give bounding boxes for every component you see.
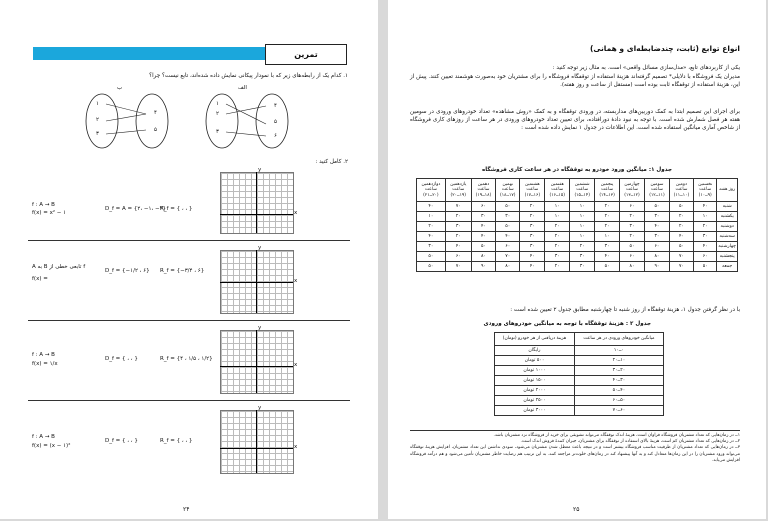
table-2-row [495, 376, 664, 386]
row-1-func-line-2: f(x) = x² − ۱ [32, 210, 67, 216]
diagram-b-left-3: ۳ [96, 131, 99, 137]
grid-3-x-label: x [294, 362, 298, 368]
table-2-cell: ۰ــ۱۰ [574, 346, 663, 356]
table-1-cell: ۸۰ [471, 252, 495, 262]
right-page [388, 0, 766, 519]
table-1-row [417, 242, 738, 252]
table-1-cell: ۵۰ [619, 242, 644, 252]
table-1-cell: ۸۰ [645, 252, 670, 262]
table-1-cell: ۲۰ [595, 202, 620, 212]
table-2-cell: ۲۵۰۰ تومان [495, 396, 575, 406]
paragraph-4: با در نظر گرفتن جدول ۱، هزینهٔ توقفگاه از روز شنبه تا چهارشنبه مطابق جدول ۲ تعیین شده است : [510, 307, 740, 313]
table-1-row [417, 252, 738, 262]
table-2-row [495, 406, 664, 416]
diagram-a-left-2: ۲ [216, 111, 219, 117]
table-1-cell: ۵۰ [417, 262, 446, 272]
table-1-header-cell: پنجمین ساعت (۱۳ــ۱۴) [595, 179, 620, 202]
table-2-cell: ۴۰ــ۵۰ [574, 386, 663, 396]
table-1-cell: ۲۰ [619, 212, 644, 222]
table-2-cell: ۲۰ــ۳۰ [574, 366, 663, 376]
table-2-caption: جدول ۲ : هزینهٔ توقفگاه با توجه به میانگین خودروهای ورودی [483, 321, 651, 327]
grid-2-y-label: y [258, 245, 262, 251]
table-1-row [417, 222, 738, 232]
table-1-cell: ۵۰ [417, 252, 446, 262]
grid-1-y-label: y [258, 167, 262, 173]
table-1-cell: ۵۰ [595, 262, 620, 272]
table-2-cell: ۶۰ــ۷۰ [574, 406, 663, 416]
table-1-cell: ۷۰ [445, 202, 471, 212]
table-2-row [495, 396, 664, 406]
table-2-header-cell: هزینهٔ دریافتی از هر خودرو (تومان) [495, 333, 575, 346]
row-4-func-line-2: f(x) = (x − ۱)² [32, 443, 71, 449]
table-1-cell: ۶۰ [694, 252, 717, 262]
table-1-header-cell: چهارمین ساعت (۱۲ــ۱۳) [619, 179, 644, 202]
paragraph-3: برای اجرای این تصمیم ابتدا به کمک دوربین‌های مداربسته، در ورودی توقفگاه و به کمک «روش مشاهده» تعداد خودروهای ورودی در سومین هفته هر فصل شمارش شده است. با توجه به نبود دادهٔ دورافتاده، برای تعیین تعداد خودروهای ورودی در هر ساعت از روزهای کاری فروشگاه از شاخص آماری میانگین استفاده شده است. این اطلاعات در جدول ۱ نمایش داده شده است : [410, 109, 740, 132]
table-1-cell: ۳۰ [545, 252, 570, 262]
table-1-cell: ۴۰ [417, 232, 446, 242]
row-1-func-line-1: f : A → B [32, 202, 55, 208]
page-title: تمرین [265, 44, 347, 65]
table-1-cell: ۲۰ [520, 202, 545, 212]
table-1-cell: ۵۰ [496, 202, 520, 212]
table-1-cell: ۴۰ [496, 232, 520, 242]
table-1-cell: ۲۰ [669, 212, 693, 222]
diagram-a-left-1: ۱ [216, 101, 219, 107]
row-4-func-line-1: f : A → B [32, 434, 55, 440]
table-1-cell: ۱۰ [570, 232, 595, 242]
table-1-caption: جدول ۱: میانگین ورود خودرو به توقفگاه در هر ساعت کاری فروشگاه [481, 167, 673, 173]
table-1-cell: ۸۰ [496, 262, 520, 272]
grid-4[interactable] [220, 410, 294, 474]
table-1-header-cell: دهمین ساعت (۱۸ــ۱۹) [471, 179, 495, 202]
table-1-cell: ۴۰ [595, 252, 620, 262]
table-1-cell: ۱۰ [694, 212, 717, 222]
diagram-b-label: ب [117, 85, 123, 91]
table-2-header-cell: میانگین خودروهای ورودی در هر ساعت [574, 333, 663, 346]
paragraph-1: یکی از کاربردهای تابع، «مدل‌سازی مسائل واقعی» است. به مثال زیر توجه کنید : [552, 65, 740, 71]
left-page [0, 0, 378, 519]
table-1-cell: ۳۰ [520, 232, 545, 242]
table-1-row [417, 232, 738, 242]
table-1-cell: ۴۰ [694, 242, 717, 252]
table-1-cell: ۲۰ [545, 262, 570, 272]
table-1-cell: ۵۰ [694, 262, 717, 272]
table-1-cell: یکشنبه [717, 212, 738, 222]
table-1-header-cell: سومین ساعت (۱۱ــ۱۲) [645, 179, 670, 202]
row-3-func-line-1: f : A → B [32, 352, 55, 358]
table-2-row [495, 356, 664, 366]
table-1-cell: ۲۰ [545, 222, 570, 232]
table-1-cell: ۲۰ [669, 222, 693, 232]
row-2-func-line-2: f(x) = [32, 276, 48, 282]
diagram-b-right-2: ۵ [154, 127, 157, 133]
table-1-cell: ۷۰ [669, 252, 693, 262]
table-1-cell: ۲۰ [417, 222, 446, 232]
table-1-header-cell: هفتمین ساعت (۱۵ــ۱۶) [545, 179, 570, 202]
table-1-cell: ۱۰ [545, 202, 570, 212]
row-1-domain: D_f = A = {۲، −۱، −۲} [105, 206, 167, 212]
table-1-cell: ۱۰ [570, 202, 595, 212]
row-2-func-line-1: f تابعی خطی از B به A [32, 264, 86, 270]
table-1-cell: ۳۰ [645, 232, 670, 242]
diagram-b-left-1: ۱ [96, 101, 99, 107]
footnotes [410, 433, 740, 464]
row-3-func-line-2: f(x) = ۱/x [32, 361, 58, 367]
left-page-number: ۲۴ [183, 506, 190, 513]
table-2-row [495, 386, 664, 396]
table-1-cell: ۶۰ [645, 242, 670, 252]
table-1-cell: ۴۰ [520, 252, 545, 262]
table-1-cell: ۲۰ [545, 242, 570, 252]
question-1: ۱. کدام یک از رابطه‌های زیر که با نمودار پیکانی نمایش داده شده‌اند، تابع نیست؟ چرا؟ [149, 73, 348, 79]
paragraph-2: مدیران یک فروشگاه با دلایلی* تصمیم گرفته‌اند هزینهٔ استفاده از توقفگاه فروشگاه را برای مشتریان خود به‌صورت هوشمند تعیین کنند. پیش از این، هزینهٔ استفاده از توقفگاه ثابت بوده است (مستقل از ساعت و روز هفته). [410, 74, 740, 89]
table-1-cell: ۲۰ [619, 232, 644, 242]
row-3-range: R_f = {۴ ، ۱/۵ ، ۱/۲} [160, 356, 213, 362]
table-1-cell: ۲۰ [445, 212, 471, 222]
table-1-header-cell: روز هفته [717, 179, 738, 202]
table-1-cell: ۳۰ [619, 222, 644, 232]
table-1-cell: ۴۰ [445, 242, 471, 252]
footnote: ۲ــ در زمان‌هایی که تعداد مشتریان کم است، هزینهٔ بالای استفاده از توقفگاه برای مشتریان، جبران کنندهٔ فروش اندک است. [520, 439, 740, 445]
table-1-cell: ۵۰ [645, 202, 670, 212]
table-2-cell: ۳۰۰۰ تومان [495, 406, 575, 416]
footnote: ۱ــ در زمان‌هایی که تعداد مشتریان فروشگاه فراوان است، هزینهٔ اندک توقفگاه می‌تواند تشویقی برای خرید از فروشگاه نزد مشتریان باشد. [493, 433, 740, 438]
table-1-cell: ۵۰ [669, 202, 693, 212]
table-1-cell: ۶۰ [471, 202, 495, 212]
table-2-cell: ۳۰ــ۴۰ [574, 376, 663, 386]
row-2-range: R_f = {−۳/۴ ، ۶} [160, 268, 205, 274]
table-1-cell: ۴۰ [520, 262, 545, 272]
table-1-cell: ۴۰ [471, 222, 495, 232]
table-2-cell: رایگان [495, 346, 575, 356]
diagram-a-left-3: ۳ [216, 129, 219, 135]
table-1-cell: ۲۰ [445, 232, 471, 242]
table-1-cell: ۹۰ [471, 262, 495, 272]
diagram-b-right-1: ۴ [154, 110, 157, 116]
grid-4-y-label: y [258, 405, 262, 411]
table-1-header-cell: نهمین ساعت (۱۷ــ۱۸) [496, 179, 520, 202]
table-1-header-cell: ششمین ساعت (۱۴ــ۱۵) [570, 179, 595, 202]
grid-1-x-label: x [294, 210, 298, 216]
table-1-cell: ۳۰ [694, 232, 717, 242]
footnote: ۳ــ در زمان‌هایی که تعداد مشتریان از ظرفیت مناسب فروشگاه بیشتر است و در نتیجه باعث معطل شدن مشتریان می‌شود، سودی نداشتن این تعداد مشتریان، افزایش هزینهٔ توقفگاه می‌تواند ورود مشتریان را در این زمان‌ها متعادل کند و به آنها پیشنهاد کند در زمان‌های خلوت‌تر مراجعه کنند. به این ترتیب هم رضایت خاطر مشتریان تأمین می‌شود و هم درآمد فروشگاه افزایش می‌یابد. [410, 445, 740, 463]
table-1-cell: ۵۰ [496, 222, 520, 232]
table-1-cell: ۳۰ [595, 242, 620, 252]
table-1-cell: ۳۰ [471, 212, 495, 222]
table-1-cell: ۳۰ [445, 222, 471, 232]
table-1-header-cell: دومین ساعت (۱۰ــ۱۱) [669, 179, 693, 202]
table-1-header-cell: نخستین ساعت (۹ــ۱۰) [694, 179, 717, 202]
grid-1[interactable] [220, 172, 294, 234]
table-1-cell: ۲۰ [595, 222, 620, 232]
table-1-cell: ۱۰ [595, 232, 620, 242]
table-1-cell: ۲۰ [520, 212, 545, 222]
arrow-diagrams [80, 84, 300, 154]
table-2-cell: ۱۵۰۰ تومان [495, 376, 575, 386]
question-2: ۲. کامل کنید : [315, 159, 348, 165]
table-1-cell: ۶۰ [619, 202, 644, 212]
row-4-range: R_f = { ، ، } [160, 438, 193, 444]
diagram-a-right-3: ۶ [274, 133, 277, 139]
table-1-cell: سه‌شنبه [717, 232, 738, 242]
table-1-cell: جمعه [717, 262, 738, 272]
table-1-cell: ۱۰ [417, 212, 446, 222]
table-1-cell: ۳۰ [520, 222, 545, 232]
diagram-b-left-2: ۲ [96, 117, 99, 123]
table-1-cell: ۹۰ [645, 262, 670, 272]
table-1-cell: دوشنبه [717, 222, 738, 232]
diagram-a-right-2: ۵ [274, 119, 277, 125]
table-1-cell: ۶۰ [496, 242, 520, 252]
table-1-cell: ۳۰ [520, 242, 545, 252]
grid-4-x-label: x [294, 444, 298, 450]
row-2-domain: D_f = {−۱/۲ ، ۶} [105, 268, 150, 274]
table-2-row [495, 366, 664, 376]
diagram-a-label: الف [238, 85, 247, 91]
diagram-a-right-1: ۴ [274, 103, 277, 109]
table-2-cell: ۵۰۰ تومان [495, 356, 575, 366]
table-1-header-cell: هشتمین ساعت (۱۶ــ۱۷) [520, 179, 545, 202]
grid-2-x-label: x [294, 278, 298, 284]
table-1-cell: ۳۰ [570, 262, 595, 272]
table-1-cell: ۱۰ [545, 212, 570, 222]
table-1-cell: چهارشنبه [717, 242, 738, 252]
right-page-number: ۲۵ [573, 506, 580, 513]
table-1-cell: ۴۰ [417, 202, 446, 212]
row-3-domain: D_f = { ، ، } [105, 356, 138, 362]
table-1-cell: ۵۰ [669, 242, 693, 252]
table-1-header-cell: یازدهمین ساعت (۱۹ــ۲۰) [445, 179, 471, 202]
grid-3[interactable] [220, 330, 294, 394]
table-2-cell: ۱۰۰۰ تومان [495, 366, 575, 376]
table-1-cell: ۶۰ [619, 252, 644, 262]
table-1-cell: ۳۰ [417, 242, 446, 252]
section-heading: انواع توابع (ثابت، چندضابطه‌ای و همانی) [589, 44, 740, 53]
table-1-cell: ۴۰ [669, 232, 693, 242]
table-1-cell: ۲۰ [570, 242, 595, 252]
table-1-cell: ۷۰ [445, 262, 471, 272]
table-2-cell: ۱۰ــ۲۰ [574, 356, 663, 366]
table-1-cell: ۴۰ [471, 232, 495, 242]
table-1-cell: ۲۰ [595, 212, 620, 222]
table-1-cell: ۴۰ [645, 222, 670, 232]
grid-3-y-label: y [258, 325, 262, 331]
table-2-row [495, 346, 664, 356]
table-1-cell: ۶۰ [445, 252, 471, 262]
table-1-cell: پنجشنبه [717, 252, 738, 262]
table-1-cell: ۳۰ [570, 252, 595, 262]
table-2 [494, 332, 664, 416]
table-1-cell: ۷۰ [669, 262, 693, 272]
table-1-cell: ۳۰ [645, 212, 670, 222]
table-1-cell: ۴۰ [694, 202, 717, 212]
table-1-cell: ۱۰ [570, 222, 595, 232]
table-1-cell: ۵۰ [471, 242, 495, 252]
table-2-cell: ۵۰ــ۶۰ [574, 396, 663, 406]
table-1-header-cell: دوازدهمین ساعت (۲۰ــ۲۱) [417, 179, 446, 202]
table-1-row [417, 262, 738, 272]
table-1-cell: ۸۰ [619, 262, 644, 272]
row-4-domain: D_f = { ، ، } [105, 438, 138, 444]
table-1-cell: ۲۰ [694, 222, 717, 232]
table-1-cell: ۲۰ [545, 232, 570, 242]
row-1-range: R_f = { ، ، } [160, 206, 193, 212]
table-1-row [417, 202, 738, 212]
table-1-cell: ۱۰ [570, 212, 595, 222]
table-1-cell: شنبه [717, 202, 738, 212]
table-1-cell: ۷۰ [496, 252, 520, 262]
table-1 [416, 178, 738, 272]
table-2-cell: ۲۰۰۰ تومان [495, 386, 575, 396]
table-1-row [417, 212, 738, 222]
table-1-cell: ۳۰ [496, 212, 520, 222]
